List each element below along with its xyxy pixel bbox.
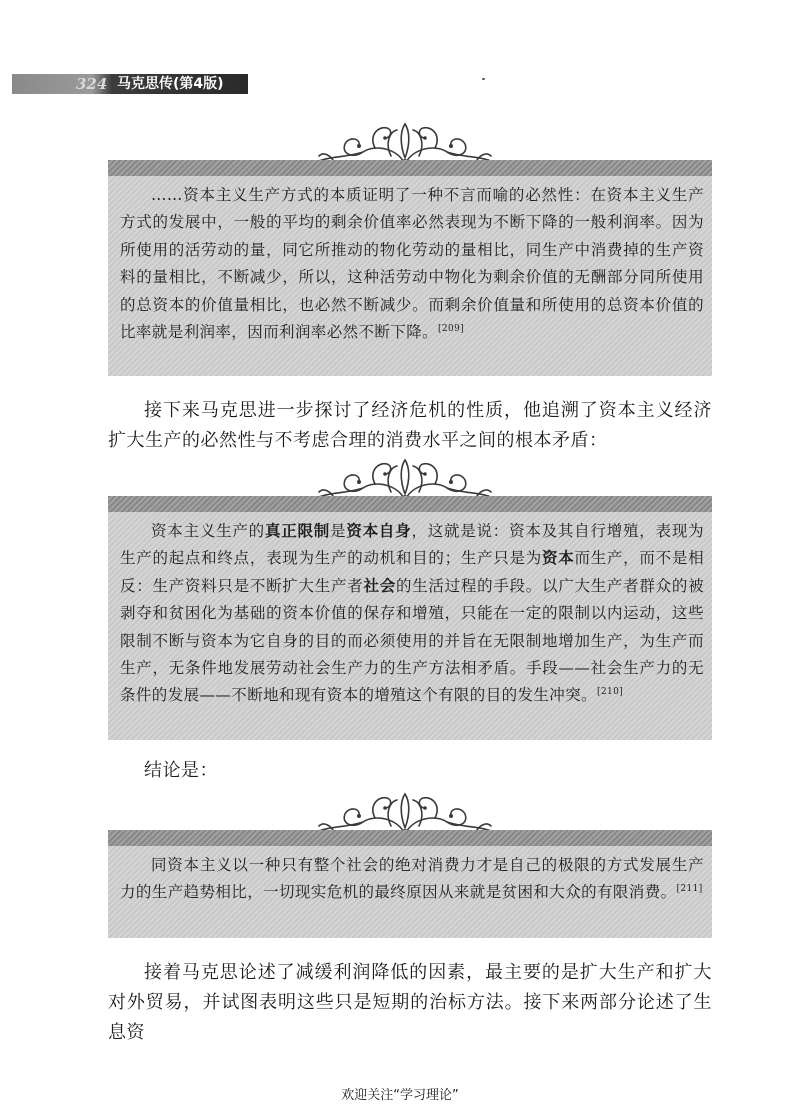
quote-text-2: 资本主义生产的真正限制是资本自身，这就是说：资本及其自行增殖，表现为生产的起点和终点，表现为生产的动机和目的；生产只是为资本而生产，而不是相反：生产资料只是不断扩大生产者社会的生活过程的手段。以广大生产者群众的被剥夺和贫困化为基础的资本价值的保存和增殖，只能在一定的限制以内运动，这些限制不断与资本为它自身的目的而必须使用的并旨在无限制地增加生产，为生产而生产，无条件地发展劳动社会生产力的生产方法相矛盾。手段——社会生产力的无条件的发展——不断地和现有资本的增殖这个有限的目的发生冲突。[210] bbox=[120, 522, 705, 705]
body-paragraph-3: 接着马克思论述了减缓利润降低的因素，最主要的是扩大生产和扩大对外贸易，并试图表明这些只是短期的治标方法。接下来两部分论述了生息资 bbox=[108, 962, 712, 1043]
emphasis-society: 社会 bbox=[363, 576, 396, 595]
quote-top-band bbox=[108, 160, 712, 176]
page-number: 324 bbox=[76, 75, 108, 93]
body-paragraph-2: 结论是： bbox=[144, 760, 218, 781]
emphasis-capital: 资本 bbox=[542, 549, 575, 568]
footnote-ref-211: [211] bbox=[676, 884, 703, 895]
body-paragraph-1: 接下来马克思进一步探讨了经济危机的性质，他追溯了资本主义经济扩大生产的必然性与不考虑合理的消费水平之间的根本矛盾： bbox=[108, 400, 712, 451]
emphasis-real-limit: 真正限制 bbox=[264, 522, 331, 540]
quote-text-1: ……资本主义生产方式的本质证明了一种不言而喻的必然性：在资本主义生产方式的发展中，一般的平均的剩余价值率必然表现为不断下降的一般利润率。因为所使用的活劳动的量，同它所推动的物化劳动的量相比，同生产中消费掉的生产资料的量相比，不断减少，所以，这种活劳动中物化为剩余价值的无酬部分同所使用的总资本的价值量相比，也必然不断减少。而剩余价值量和所使用的总资本价值的比率就是利润率，因而利润率必然不断下降。[209] bbox=[120, 186, 704, 342]
quote-top-band bbox=[108, 830, 712, 846]
quote-block-1 bbox=[108, 160, 712, 376]
quote-top-band bbox=[108, 496, 712, 512]
footnote-ref-210: [210] bbox=[597, 687, 624, 698]
quote-text-3: 同资本主义以一种只有整个社会的绝对消费力才是自己的极限的方式发展生产力的生产趋势相比，一切现实危机的最终原因从来就是贫困和大众的有限消费。[211] bbox=[120, 856, 704, 902]
running-header bbox=[12, 74, 248, 94]
quote-block-3 bbox=[108, 830, 712, 938]
print-speck bbox=[482, 78, 485, 80]
book-title: 马克思传(第4版) bbox=[117, 76, 224, 92]
emphasis-capital-itself: 资本自身 bbox=[346, 522, 412, 540]
page-footer: 欢迎关注“学习理论” bbox=[341, 1088, 459, 1103]
quote-block-2 bbox=[108, 496, 712, 740]
footnote-ref-209: [209] bbox=[438, 323, 465, 334]
